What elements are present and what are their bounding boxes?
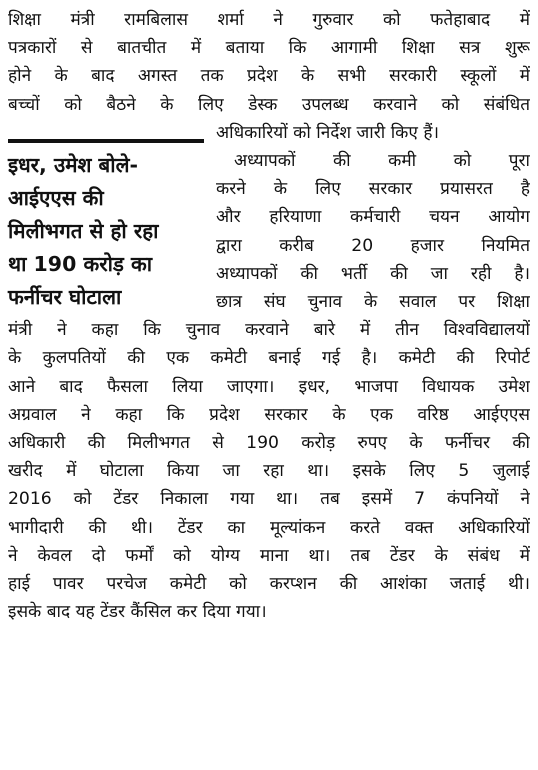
text-line: 2016 को टेंडर निकाला गया था। तब इसमें 7 कंपनियों ने [8, 489, 530, 510]
text-line: और हरियाणा कर्मचारी चयन आयोग [216, 207, 530, 228]
text-line: भागीदारी की थी। टेंडर का मूल्यांकन करते वक्त अधिकारियों [8, 517, 530, 538]
text-line: अध्यापकों की कमी को पूरा [234, 151, 530, 172]
text-line: इसके बाद यह टेंडर कैंसिल कर दिया गया। [8, 602, 267, 623]
text-line: मंत्री ने कहा कि चुनाव करवाने बारे में तीन विश्वविद्यालयों [8, 320, 530, 341]
pull-quote-line: था 190 करोड़ का [8, 251, 153, 276]
text-line: छात्र संघ चुनाव के सवाल पर शिक्षा [216, 292, 530, 313]
pull-quote [8, 139, 204, 314]
side-column [216, 119, 530, 316]
text-line: खरीद में घोटाला किया जा रहा था। इसके लिए 5 जुलाई [8, 461, 530, 482]
text-line: शिक्षा मंत्री रामबिलास शर्मा ने गुरुवार को फतेहाबाद में [8, 10, 530, 30]
text-line: अधिकारी की मिलीभगत से 190 करोड़ रुपए के फर्नीचर की [8, 433, 530, 454]
text-line: अध्यापकों की भर्ती की जा रही है। [216, 263, 530, 284]
text-line: द्वारा करीब 20 हजार नियमित [216, 235, 530, 256]
text-line: होने के बाद अगस्त तक प्रदेश के सभी सरकारी स्कूलों में [8, 66, 530, 87]
intro-paragraph [8, 6, 530, 119]
pull-quote-line: मिलीभगत से हो रहा [8, 218, 159, 243]
pull-quote-line: इधर, उमेश बोले- [8, 152, 138, 177]
text-line: बच्चों को बैठने के लिए डेस्क उपलब्ध करवाने को संबंधित [8, 94, 530, 115]
text-line: अधिकारियों को निर्देश जारी किए हैं। [216, 122, 439, 143]
text-line: अग्रवाल ने कहा कि प्रदेश सरकार के एक वरिष्ठ आईएएस [8, 404, 530, 425]
pull-quote-section [8, 119, 530, 316]
body-paragraph [8, 316, 530, 626]
text-line: करने के लिए सरकार प्रयासरत है [216, 179, 530, 200]
text-line: हाई पावर परचेज कमेटी को करप्शन की आशंका जताई थी। [8, 574, 530, 595]
text-line: के कुलपतियों की एक कमेटी बनाई गई है। कमेटी की रिपोर्ट [8, 348, 530, 369]
text-line: पत्रकारों से बातचीत में बताया कि आगामी शिक्षा सत्र शुरू [8, 38, 530, 59]
text-line: आने बाद फैसला लिया जाएगा। इधर, भाजपा विधायक उमेश [8, 376, 530, 397]
pull-quote-line: आईएएस की [8, 185, 104, 210]
pull-quote-line: फर्नीचर घोटाला [8, 284, 122, 309]
text-line: ने केवल दो फर्मों को योग्य माना था। तब टेंडर के संबंध में [8, 545, 530, 566]
